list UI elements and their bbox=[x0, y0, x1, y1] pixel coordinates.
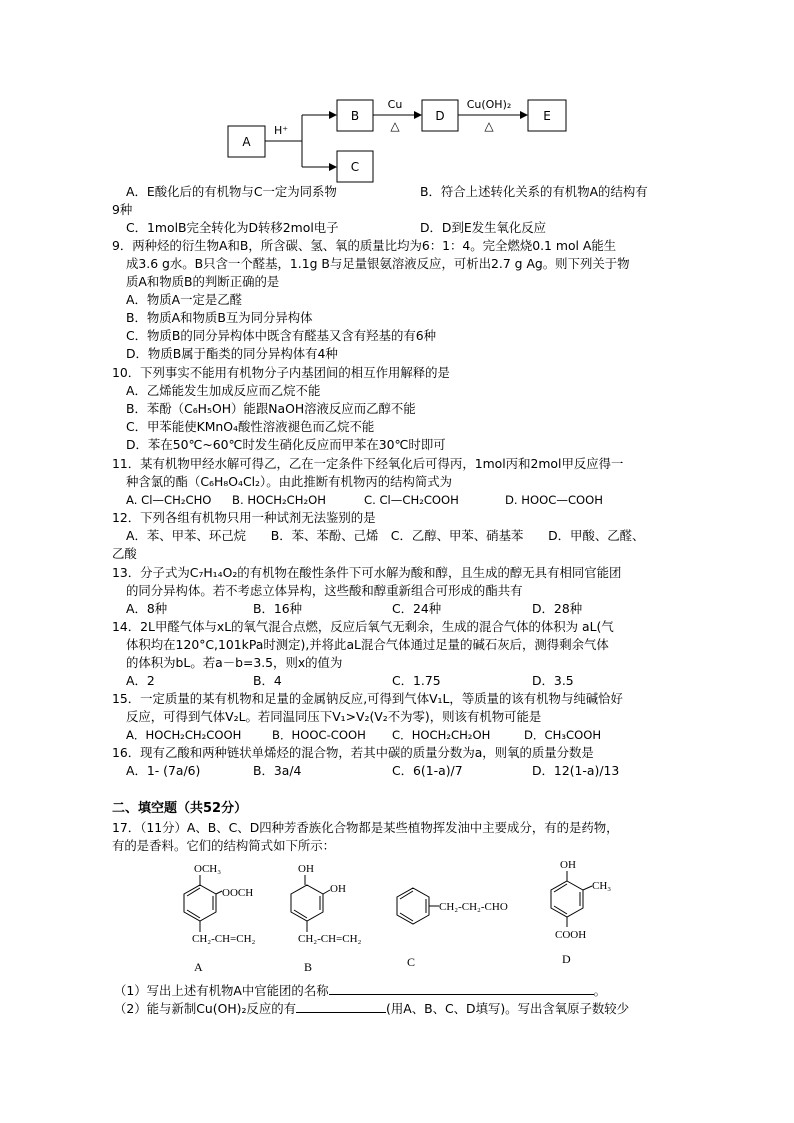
q12-options-cont: 乙酸 bbox=[112, 546, 137, 561]
mol-a-sub-och3: OCH₃ bbox=[194, 863, 222, 875]
q17-sub-1-text: （1）写出上述有机物A中官能团的名称 bbox=[114, 983, 329, 998]
mol-b-sub-oh2: OH bbox=[330, 883, 346, 895]
reagent-cu: Cu bbox=[387, 98, 403, 111]
box-d bbox=[422, 100, 458, 131]
q8-option-b-cont: 9种 bbox=[112, 202, 133, 217]
q13-option-d: D．28种 bbox=[532, 601, 583, 616]
q14-option-a: A．2 bbox=[126, 673, 155, 688]
q9-line-3: 质A和物质B的判断正确的是 bbox=[126, 274, 280, 289]
q17-sub-2-end: (用A、B、C、D填写)。写出含氧原子数较少 bbox=[386, 1001, 630, 1016]
q11-option-b: B. HOCH₂CH₂OH bbox=[232, 493, 326, 507]
q15-option-b: B．HOOC-COOH bbox=[272, 728, 366, 742]
reaction-flow-diagram bbox=[0, 0, 794, 190]
mol-d-sub-oh: OH bbox=[560, 859, 576, 871]
box-b-label: B bbox=[350, 109, 360, 123]
q10-stem: 10．下列事实不能用有机物分子内基团间的相互作用解释的是 bbox=[112, 365, 450, 380]
q9-option-d: D．物质B属于酯类的同分异构体有4种 bbox=[126, 346, 338, 361]
molecule-a bbox=[170, 858, 280, 978]
q14-option-b: B．4 bbox=[253, 673, 282, 688]
molecule-b bbox=[290, 858, 390, 978]
box-d-label: D bbox=[435, 109, 445, 123]
q13-option-a: A．8种 bbox=[126, 601, 168, 616]
q9-line-2: 成3.6 g水。B只含一个醛基，1.1g B与足量银氨溶液反应，可析出2.7 g Ag。则下列关于物 bbox=[126, 256, 630, 271]
q13-line-2: 的同分异构体。若不考虑立体异构，这些酸和醇重新组合可形成的酯共有 bbox=[126, 583, 523, 598]
heat-symbol: △ bbox=[390, 119, 400, 133]
q11-line-1: 11．某有机物甲经水解可得乙，乙在一定条件下经氧化后可得丙，1mol丙和2mol甲反应得一 bbox=[112, 456, 624, 471]
q10-option-b: B．苯酚（C₆H₅OH）能跟NaOH溶液反应而乙醇不能 bbox=[126, 401, 416, 416]
mol-a-sub-allyl: CH₂-CH=CH₂ bbox=[192, 933, 256, 945]
q9-line-1: 9．两种烃的衍生物A和B，所含碳、氢、氧的质量比均为6：1：4。完全燃烧0.1 mol A能生 bbox=[112, 238, 617, 253]
q9-option-c: C．物质B的同分异构体中既含有醛基又含有羟基的有6种 bbox=[126, 328, 437, 343]
q11-option-c: C. Cl—CH₂COOH bbox=[364, 493, 459, 507]
q11-option-d: D. HOOC—COOH bbox=[505, 493, 604, 507]
q15-option-a: A．HOCH₂CH₂COOH bbox=[126, 728, 242, 742]
reagent-cuoh2: Cu(OH)₂ bbox=[466, 98, 512, 111]
box-b bbox=[337, 100, 373, 131]
box-c-label: C bbox=[350, 160, 360, 174]
q13-option-c: C．24种 bbox=[392, 601, 442, 616]
q14-line-3: 的体积为bL。若a－b=3.5，则x的值为 bbox=[126, 655, 343, 670]
box-e bbox=[528, 100, 566, 131]
q17-sub-1-end: 。 bbox=[593, 983, 606, 998]
box-e-label: E bbox=[543, 109, 551, 123]
box-a bbox=[228, 126, 265, 157]
mol-b-sub-allyl: CH₂-CH=CH₂ bbox=[298, 933, 362, 945]
q15-line-1: 15．一定质量的某有机物和足量的金属钠反应,可得到气体V₁L，等质量的该有机物与纯碱恰好 bbox=[112, 691, 623, 706]
q12-stem: 12．下列各组有机物只用一种试剂无法鉴别的是 bbox=[112, 510, 376, 525]
q12-options: A．苯、甲苯、环己烷 B．苯、苯酚、己烯 C．乙醇、甲苯、硝基苯 D．甲酸、乙醛、 bbox=[126, 528, 645, 543]
mol-c-label: C bbox=[407, 955, 416, 969]
mol-d-label: D bbox=[562, 952, 571, 966]
section-2-title: 二、填空题（共52分） bbox=[112, 801, 248, 816]
q14-option-c: C．1.75 bbox=[392, 673, 441, 688]
mol-d-sub-ch3: CH₃ bbox=[592, 880, 612, 892]
q10-option-d: D．苯在50℃~60℃时发生硝化反应而甲苯在30℃时即可 bbox=[126, 437, 446, 452]
q17-sub-2-text: （2）能与新制Cu(OH)₂反应的有 bbox=[114, 1001, 296, 1016]
mol-a-sub-ooch: OOCH bbox=[222, 887, 254, 899]
molecule-c bbox=[395, 858, 535, 973]
q8-option-d: D．D到E发生氧化反应 bbox=[420, 220, 547, 235]
answer-blank-2[interactable] bbox=[296, 1012, 386, 1013]
q16-option-d: D．12(1-a)/13 bbox=[532, 763, 620, 778]
q16-option-b: B．3a/4 bbox=[253, 763, 302, 778]
q14-line-2: 体积均在120°C,101kPa时测定),并将此aL混合气体通过足量的碱石灰后，测得剩余气体 bbox=[126, 637, 609, 652]
q15-option-d: D．CH₃COOH bbox=[524, 728, 602, 742]
molecule-d bbox=[540, 854, 640, 974]
q10-option-c: C．甲苯能使KMnO₄酸性溶液褪色而乙烷不能 bbox=[126, 419, 375, 434]
q15-option-c: C．HOCH₂CH₂OH bbox=[392, 728, 491, 742]
q17-line-1: 17．（11分）A、B、C、D四种芳香族化合物都是某些植物挥发油中主要成分，有的是药物， bbox=[112, 820, 619, 835]
mol-a-label: A bbox=[194, 960, 203, 974]
q11-option-a: A. Cl—CH₂CHO bbox=[126, 493, 212, 507]
mol-b-label: B bbox=[304, 960, 313, 974]
box-c bbox=[337, 151, 373, 182]
q17-sub-1 bbox=[114, 983, 606, 999]
q16-option-c: C．6(1-a)/7 bbox=[392, 763, 463, 778]
q13-line-1: 13．分子式为C₇H₁₄O₂的有机物在酸性条件下可水解为酸和醇，且生成的醇无具有相同官能团 bbox=[112, 565, 622, 580]
mol-b-sub-oh: OH bbox=[298, 863, 314, 875]
q8-option-c: C．1molB完全转化为D转移2mol电子 bbox=[126, 220, 339, 235]
heat-symbol: △ bbox=[484, 119, 494, 133]
q8-option-b: B．符合上述转化关系的有机物A的结构有 bbox=[420, 184, 648, 199]
q11-line-2: 种含氯的酯（C₆H₈O₄Cl₂）。由此推断有机物丙的结构简式为 bbox=[126, 474, 453, 489]
q9-option-b: B．物质A和物质B互为同分异构体 bbox=[126, 310, 313, 325]
q14-line-1: 14．2L甲醛气体与xL的氧气混合点燃，反应后氧气无剩余，生成的混合气体的体积为 aL(气 bbox=[112, 619, 614, 634]
acid-label: H⁺ bbox=[274, 124, 289, 137]
q16-option-a: A．1- (7a/6) bbox=[126, 763, 201, 778]
answer-blank-1[interactable] bbox=[329, 994, 594, 995]
q8-option-a: A．E酸化后的有机物与C一定为同系物 bbox=[126, 184, 337, 199]
box-a-label: A bbox=[242, 135, 251, 149]
mol-d-sub-cooh: COOH bbox=[555, 929, 587, 941]
q9-option-a: A．物质A一定是乙醛 bbox=[126, 292, 243, 307]
q15-line-2: 反应，可得到气体V₂L。若同温同压下V₁>V₂(V₂不为零)，则该有机物可能是 bbox=[126, 709, 542, 724]
q13-option-b: B．16种 bbox=[253, 601, 303, 616]
q14-option-d: D．3.5 bbox=[532, 673, 574, 688]
q17-line-2: 有的是香料。它们的结构简式如下所示： bbox=[112, 838, 336, 853]
q16-stem: 16．现有乙酸和两种链状单烯烃的混合物，若其中碳的质量分数为a，则氧的质量分数是 bbox=[112, 745, 594, 760]
mol-c-chain: CH₂-CH₂-CHO bbox=[439, 901, 508, 913]
q10-option-a: A．乙烯能发生加成反应而乙烷不能 bbox=[126, 383, 321, 398]
q17-sub-2 bbox=[114, 1001, 629, 1017]
